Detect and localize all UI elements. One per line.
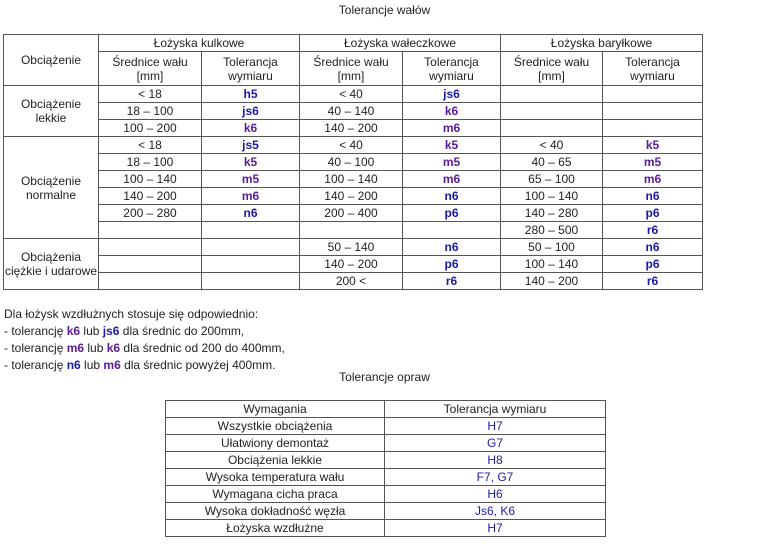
tolerance-cell: n6	[202, 205, 300, 222]
requirement-cell: Wysoka temperatura wału	[166, 469, 385, 486]
tolerance-cell: m5	[403, 154, 501, 171]
diameter-cell	[501, 103, 603, 120]
tolerance-cell: h5	[202, 86, 300, 103]
diameter-cell: 40 – 100	[300, 154, 403, 171]
diameter-cell: < 40	[300, 86, 403, 103]
header-requirements: Wymagania	[166, 401, 385, 418]
table-row	[166, 418, 606, 435]
table-row	[4, 222, 703, 239]
note-text: - tolerancję	[4, 341, 67, 355]
diameter-cell: 140 – 200	[99, 188, 202, 205]
tolerance-cell: m6	[403, 171, 501, 188]
table-row	[166, 435, 606, 452]
shaft-tolerances-caption: Tolerancje wałów	[338, 3, 431, 17]
note-text: - tolerancję	[4, 358, 67, 372]
tolerance-cell: H7	[385, 418, 606, 435]
tolerance-cell	[603, 86, 703, 103]
tolerance-cell: m6	[603, 171, 703, 188]
subheader-tolerance: Tolerancja wymiaru	[403, 52, 501, 86]
diameter-cell: 40 – 65	[501, 154, 603, 171]
tolerance-cell	[403, 222, 501, 239]
subheader-diameter: Średnice wału [mm]	[501, 52, 603, 86]
shaft-tolerance-table	[3, 34, 703, 290]
tolerance-cell	[603, 120, 703, 137]
requirement-cell: Ułatwiony demontaż	[166, 435, 385, 452]
requirement-cell: Obciążenia lekkie	[166, 452, 385, 469]
table-row	[166, 503, 606, 520]
tolerance-cell: Js6, K6	[385, 503, 606, 520]
diameter-cell: < 18	[99, 137, 202, 154]
tolerance-cell: F7, G7	[385, 469, 606, 486]
tolerance-cell: H8	[385, 452, 606, 469]
note-text: lub	[80, 324, 103, 338]
diameter-cell: 140 – 200	[300, 256, 403, 273]
tolerance-cell: m5	[603, 154, 703, 171]
table-row	[4, 273, 703, 290]
subheader-diameter: Średnice wału [mm]	[300, 52, 403, 86]
load-category: Obciążenia ciężkie i udarowe	[4, 239, 99, 290]
tolerance-cell	[202, 222, 300, 239]
diameter-cell: 100 – 140	[501, 256, 603, 273]
note-text: lub	[84, 341, 107, 355]
diameter-cell: 18 – 100	[99, 103, 202, 120]
diameter-cell: 200 – 400	[300, 205, 403, 222]
tolerance-cell: r6	[403, 273, 501, 290]
tolerance-cell: k5	[202, 154, 300, 171]
table-row	[4, 154, 703, 171]
note-text: - tolerancję	[4, 324, 67, 338]
diameter-cell: 100 – 200	[99, 120, 202, 137]
table-row	[4, 120, 703, 137]
requirement-cell: Wysoka dokładność węzła	[166, 503, 385, 520]
requirement-cell: Łożyska wzdłużne	[166, 520, 385, 537]
table-row	[4, 171, 703, 188]
tolerance-cell: G7	[385, 435, 606, 452]
tolerance-cell: H7	[385, 520, 606, 537]
diameter-cell	[99, 239, 202, 256]
note-tolerance: k6	[66, 324, 81, 338]
diameter-cell	[300, 222, 403, 239]
tolerance-cell: k6	[403, 103, 501, 120]
diameter-cell: 50 – 100	[501, 239, 603, 256]
tolerance-cell	[202, 273, 300, 290]
table-row	[4, 86, 703, 103]
diameter-cell: 140 – 200	[501, 273, 603, 290]
header-roller-bearings: Łożyska wałeczkowe	[300, 35, 501, 52]
load-category: Obciążenie normalne	[4, 137, 99, 239]
tolerance-cell: n6	[403, 188, 501, 205]
notes-intro: Dla łożysk wzdłużnych stosuje się odpowiednio:	[4, 307, 259, 321]
tolerance-cell	[603, 103, 703, 120]
tolerance-cell: m6	[202, 188, 300, 205]
tolerance-cell: js6	[202, 103, 300, 120]
diameter-cell: < 18	[99, 86, 202, 103]
tolerance-cell: k5	[603, 137, 703, 154]
tolerance-cell: js6	[403, 86, 501, 103]
diameter-cell: 18 – 100	[99, 154, 202, 171]
diameter-cell: 100 – 140	[300, 171, 403, 188]
note-text: dla średnic do 200mm,	[119, 324, 245, 338]
note-text: lub	[80, 358, 104, 372]
table-row	[4, 239, 703, 256]
note-tolerance: js6	[102, 324, 120, 338]
housing-tolerances-caption: Tolerancje opraw	[339, 370, 430, 384]
diameter-cell: 65 – 100	[501, 171, 603, 188]
diameter-cell: 40 – 140	[300, 103, 403, 120]
diameter-cell: 140 – 200	[300, 120, 403, 137]
header-tolerance: Tolerancja wymiaru	[385, 401, 606, 418]
housing-tolerance-table	[165, 400, 606, 537]
diameter-cell	[99, 222, 202, 239]
tolerance-cell: p6	[603, 205, 703, 222]
tolerance-cell: js5	[202, 137, 300, 154]
diameter-cell	[501, 120, 603, 137]
tolerance-cell: r6	[603, 273, 703, 290]
table-row	[4, 103, 703, 120]
table-row	[4, 205, 703, 222]
note-text: dla średnic powyżej 400mm.	[120, 358, 276, 372]
requirement-cell: Wymagana cicha praca	[166, 486, 385, 503]
table-row	[4, 137, 703, 154]
tolerance-cell: k5	[403, 137, 501, 154]
diameter-cell: < 40	[300, 137, 403, 154]
table-row	[4, 188, 703, 205]
tolerance-cell: p6	[603, 256, 703, 273]
tolerance-cell: p6	[403, 256, 501, 273]
table-row	[166, 469, 606, 486]
diameter-cell: 200 – 280	[99, 205, 202, 222]
header-barrel-bearings: Łożyska baryłkowe	[501, 35, 703, 52]
header-load: Obciążenie	[4, 35, 99, 86]
subheader-tolerance: Tolerancja wymiaru	[202, 52, 300, 86]
table-row	[4, 256, 703, 273]
table-row	[166, 486, 606, 503]
tolerance-cell	[202, 239, 300, 256]
diameter-cell	[99, 256, 202, 273]
header-ball-bearings: Łożyska kulkowe	[99, 35, 300, 52]
diameter-cell: 140 – 280	[501, 205, 603, 222]
tolerance-cell: n6	[603, 188, 703, 205]
diameter-cell	[99, 273, 202, 290]
tolerance-cell: k6	[202, 120, 300, 137]
tolerance-cell: m5	[202, 171, 300, 188]
requirement-cell: Wszystkie obciążenia	[166, 418, 385, 435]
subheader-diameter: Średnice wału [mm]	[99, 52, 202, 86]
diameter-cell: < 40	[501, 137, 603, 154]
diameter-cell: 140 – 200	[300, 188, 403, 205]
diameter-cell	[501, 86, 603, 103]
tolerance-cell: n6	[403, 239, 501, 256]
note-tolerance: m6	[103, 358, 121, 372]
diameter-cell: 200 <	[300, 273, 403, 290]
tolerance-cell: m6	[403, 120, 501, 137]
tolerance-cell: H6	[385, 486, 606, 503]
load-category: Obciążenie lekkie	[4, 86, 99, 137]
note-tolerance: m6	[66, 341, 85, 355]
tolerance-cell: r6	[603, 222, 703, 239]
table-row	[166, 520, 606, 537]
note-text: dla średnic od 200 do 400mm,	[120, 341, 285, 355]
note-tolerance: n6	[66, 358, 81, 372]
diameter-cell: 100 – 140	[501, 188, 603, 205]
notes-line	[4, 340, 285, 357]
tolerance-cell	[202, 256, 300, 273]
diameter-cell: 280 – 500	[501, 222, 603, 239]
tolerance-cell: p6	[403, 205, 501, 222]
subheader-tolerance: Tolerancja wymiaru	[603, 52, 703, 86]
table-row	[166, 452, 606, 469]
note-tolerance: k6	[106, 341, 121, 355]
diameter-cell: 100 – 140	[99, 171, 202, 188]
notes-line	[4, 323, 285, 340]
thrust-bearing-notes	[4, 306, 285, 374]
tolerance-cell: n6	[603, 239, 703, 256]
diameter-cell: 50 – 140	[300, 239, 403, 256]
